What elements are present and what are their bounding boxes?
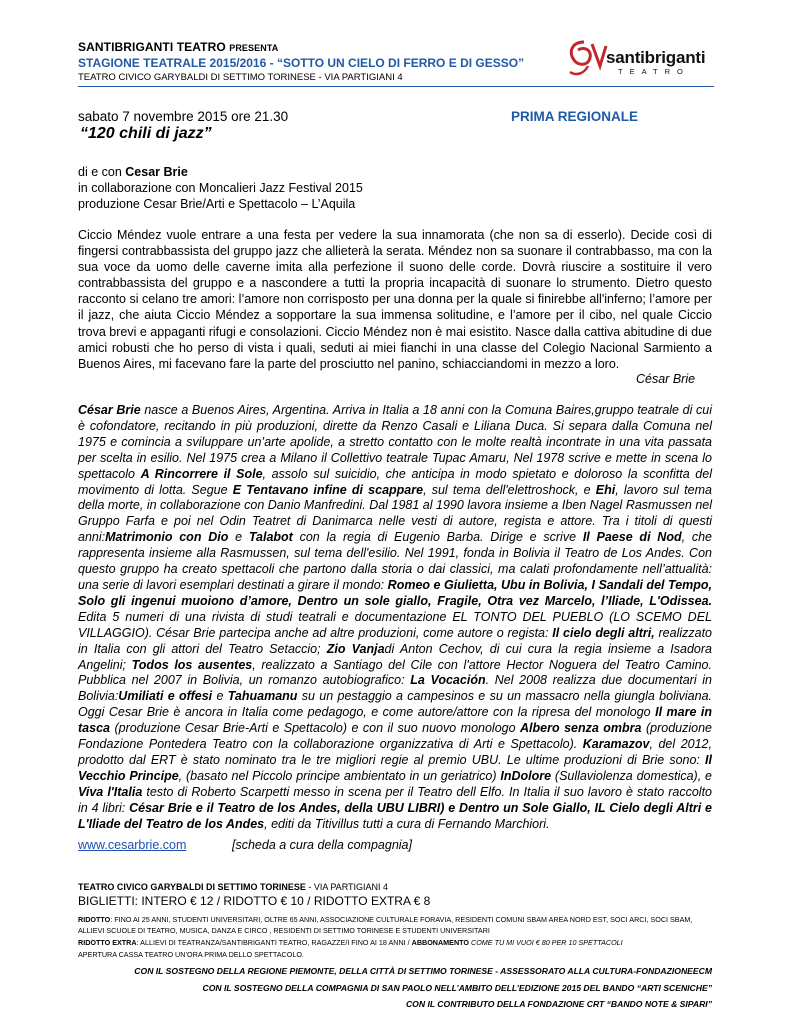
bio-work-title: Il Paese di Nod [582, 530, 682, 545]
credits [78, 164, 363, 212]
bio-work-title: Matrimonio con Dio [105, 530, 229, 545]
bio-work-title: Karamazov [582, 737, 650, 752]
credits-author: di e con Cesar Brie [78, 165, 188, 179]
sponsor-line-1: CON IL SOSTEGNO DELLA REGIONE PIEMONTE, DELLA CITTÀ DI SETTIMO TORINESE - ASSESSORATO ALLA CULTURA-FONDAZIONEECM [134, 966, 712, 976]
bio-text: su un pestaggio a campesinos e su un massacro nella giungla boliviana. Oggi Cesar Brie è ancora in Italia come pedagogo, e come autore/attore con la ripresa del monologo [78, 689, 712, 720]
bio-text: , (basato nel Piccolo principe ambientato in un geriatrico) [178, 768, 501, 783]
bio-work-title: Il Vecchio Principe [78, 752, 712, 783]
show-title: “120 chili di jazz” [80, 125, 212, 142]
extra-reduced-info: RIDOTTO EXTRA: ALLIEVI DI TEATRANZA/SANTIBRIGANTI TEATRO, RAGAZZE/I FINO AI 18 ANNI / ABBONAMENTO COME TU MI VUOI € 80 PER 10 SPETTACOLI [78, 938, 623, 947]
premiere-badge: PRIMA REGIONALE [511, 109, 639, 124]
bio-work-title: Tahuamanu [227, 689, 298, 704]
credit-note: [scheda a cura della compagnia] [232, 838, 412, 852]
bio-text: testo di Roberto Scarpetti messo in scena per il Teatro dell Elfo. In Italia il suo lavoro è stato raccolto in 4 libri: [78, 784, 713, 815]
subscription-label: ABBONAMENTO [411, 938, 470, 947]
bio-work-title: Romeo e Giulietta, Ubu in Bolivia, I Sandali del Tempo, Solo gli ingenui muoiono d’amore, Dentro un sole giallo, Fragile, Otra vez Marcelo, l’Iliade, L'Odissea. [78, 577, 712, 608]
bio-work-title: Todos los ausentes [131, 657, 253, 672]
synopsis-signature: César Brie [636, 372, 696, 386]
presenter-name: SANTIBRIGANTI TEATRO [78, 40, 226, 54]
bio-work-title: Talabot [248, 530, 293, 545]
bio-text: , lavoro sul tema della morte, in collaborazione con Danio Manfredini. Dal 1981 al 1990 lavora insieme a Iben Nagel Rasmussen nel Gruppo Farfa e poi nel Odin Teatret di Danimarca nelle vesti di autore, regista e attore. Tra i titoli di questi anni: [78, 482, 712, 545]
credits-collaboration: in collaborazione con Moncalieri Jazz Festival 2015 [78, 181, 363, 195]
bio-text: (Sullaviolenza domestica), e [551, 768, 712, 783]
bio-work-title: InDolore [500, 768, 552, 783]
ticket-prices: BIGLIETTI: INTERO € 12 / RIDOTTO € 10 / RIDOTTO EXTRA € 8 [78, 894, 431, 908]
author-name: Cesar Brie [125, 165, 188, 179]
bio-work-title: Viva l'Italia [78, 784, 143, 799]
bio-text: (produzione Fondazione Pontedera Teatro con la collaborazione organizzativa di Arti e Spettacolo). [78, 721, 712, 752]
season-title: STAGIONE TEATRALE 2015/2016 - “SOTTO UN CIELO DI FERRO E DI GESSO” [78, 56, 525, 70]
bio-text: , realizzato a Santiago del Cile con l'attore Hector Noguera del Teatro Camino. Pubblica nel 2007 in Bolivia, un romanzo autobiografico: [78, 657, 712, 688]
bio-text: . Nel 2008 realizza due documentari in Bolivia: [78, 673, 712, 704]
bio-text: e [228, 530, 249, 545]
bio-text: , editi da Titivillus tutti a cura di Fernando Marchiori. [264, 816, 550, 831]
bio-text: , che rappresenta insieme alla Rasmussen, sul tema dell'esilio. Nel 1991, fonda in Bolivia il Teatro de Los Andes. Con questo gruppo ha creato spettacoli che partono dalla storia o dai classici, ma calati profondamente nell’attualità: una serie di lavori esemplari destinati a girare il mondo: [78, 530, 712, 592]
bio-text: realizzato in Italia con gli attori del Teatro Setaccio; [78, 625, 712, 656]
presenter-suffix: PRESENTA [229, 43, 279, 53]
logo-subtitle: TEATRO [618, 67, 690, 76]
sponsor-line-3: CON IL CONTRIBUTO DELLA FONDAZIONE CRT “BANDO NOTE & SIPARI” [405, 999, 712, 1009]
bio-work-title: E Tentavano infine di scappare [232, 482, 424, 497]
bio-text: (produzione Cesar Brie-Arti e Spettacolo) e con il suo nuovo monologo [109, 721, 521, 736]
box-office-note: APERTURA CASSA TEATRO UN’ORA PRIMA DELLO SPETTACOLO. [78, 950, 304, 959]
bio-work-title: César Brie e il Teatro de los Andes, della UBU LIBRI) e Dentro un Sole Giallo, IL Cielo degli Altri e L'Iliade del Teatro de los Andes [78, 800, 712, 831]
logo-wordmark: santibriganti [606, 48, 706, 67]
header-divider [78, 86, 714, 87]
bio-work-title: César Brie [78, 403, 141, 417]
website-link[interactable]: www.cesarbrie.com [78, 838, 187, 852]
sponsor-line-2: CON IL SOSTEGNO DELLA COMPAGNIA DI SAN PAOLO NELL’AMBITO DELL’EDIZIONE 2015 DEL BANDO “ARTI SCENICHE” [202, 983, 712, 993]
bio-text: con la regia di Eugenio Barba. Dirige e scrive [292, 530, 583, 545]
bio-text: di Anton Cechov, di cui cura la regia insieme a Isadora Angelini; [78, 641, 712, 672]
credits-production: produzione Cesar Brie/Arti e Spettacolo – L’Aquila [78, 197, 356, 211]
bio-text: , sul tema dell'elettroshock, e [423, 482, 596, 497]
bio-work-title: Albero senza ombra [520, 721, 642, 736]
bio-work-title: Il mare in tasca [78, 705, 712, 736]
biography-paragraph [78, 403, 712, 832]
bio-work-title: A Rincorrere il Sole [140, 466, 263, 481]
bio-text: , del 2012, prodotto dal ERT è stato nominato tra le tre migliori regie al premio UBU. Le ultime produzioni di Brie sono: [78, 737, 712, 767]
bio-text: nasce a Buenos Aires, Argentina. Arriva in Italia a 18 anni con la Comuna Baires,gruppo teatrale di cui è cofondatore, recitando in più produzioni, dirette da Renzo Casali e Liliana Duca. Si separa dalla Comuna nel 1975 e comincia a sviluppare un’arte apolide, a stretto contatto con le molte realtà incontrate in una vita passata per scelta in esilio. Nel 1975 crea a Milano il Collettivo teatrale Tupac Amaru, Nel 1978 scrive e mette in scena lo spettacolo [78, 403, 712, 481]
synopsis-paragraph: Ciccio Méndez vuole entrare a una festa per vedere la sua innamorata (che non sa di esserlo). Decide così di fingersi contrabbassista del gruppo jazz che allieterà la serata. Méndez non sa suonare il contrabbasso, ma con la sua voce da uomo delle caverne imita alla perfezione il suono delle corde. Dovrà riuscire a sostituire il vero contrabbassista del gruppo e a nascondere a tutti la propria incapacità di suonare lo strumento. Dietro questo racconto si celano tre amori: l’amore non corrisposto per una donna per la quale si finirebbe all'inferno; l’amore per il jazz, che aiuta Ciccio Méndez a sopportare la sua immensa solitudine, e l’amore per il cibo, nel quale Ciccio trova brevi e appaganti rifugi e consolazioni. Ciccio Méndez non è mai esistito. Nasce dalla cattiva abitudine di due amici robusti che ho perso di vista i quali, seduti ai miei fianchi in una classe del Colegio Nacional Sarmiento a Buenos Aires, mi facevano fare la parte del prosciutto nel panino, schiacciandomi in mezzo a loro. [78, 228, 712, 371]
santibriganti-logo [562, 36, 720, 80]
bio-text: , assolo sul suicidio, che anticipa in modo spietato e doloroso la sconfitta del movimento di lotta. Segue [78, 466, 712, 497]
bio-work-title: Zio Vanja [326, 641, 385, 656]
bio-text: e [212, 689, 228, 704]
bio-work-title: Il cielo degli altri, [552, 625, 655, 640]
bio-work-title: La Vocación [410, 673, 486, 688]
header-presenter [78, 40, 278, 54]
footer-venue: TEATRO CIVICO GARYBALDI DI SETTIMO TORINESE - VIA PARTIGIANI 4 [78, 882, 389, 892]
bio-text: Edita 5 numeri di una rivista di studi teatrali e documentazione EL TONTO DEL PUEBLO (LO SCEMO DEL VILLAGGIO). César Brie partecipa anche ad altre produzioni, come autore o regista: [78, 609, 712, 640]
reduced-price-info: RIDOTTO: FINO AI 25 ANNI, STUDENTI UNIVERSITARI, OLTRE 65 ANNI, ASSOCIAZIONE CULTURALE FORAVIA, RESIDENTI COMUNI SBAM AREA NORD EST, SOCI ARCI, SOCI SBAM, ALLIEVI SCUOLE DI TEATRO, MUSICA, DANZA E CIRCO , RESIDENTI DI SETTIMO TORINESE E STUDENTI UNIVERSITARI [78, 915, 693, 935]
venue-line: TEATRO CIVICO GARYBALDI DI SETTIMO TORINESE - VIA PARTIGIANI 4 [78, 72, 403, 83]
event-date: sabato 7 novembre 2015 ore 21.30 [78, 109, 289, 124]
bio-work-title: Umiliati e offesi [118, 689, 213, 704]
bio-work-title: Ehi [595, 482, 616, 497]
